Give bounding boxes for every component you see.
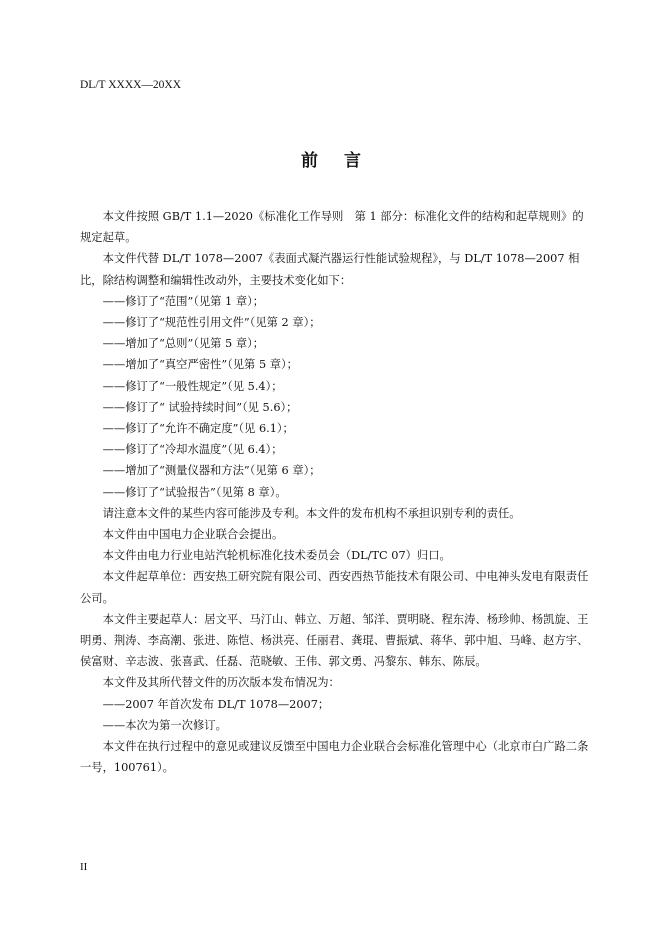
paragraph-drafters: 本文件主要起草人：居文平、马汀山、韩立、万超、邹洋、贾明晓、程东涛、杨珍帅、杨凯旋、王明勇、荆涛、李高潮、张进、陈恺、杨洪亮、任丽君、龚琨、曹振斌、蒋华、郭中旭、马峰、赵方宇、侯富财、辛志波、张喜武、任磊、范晓敏、王伟、郭文勇、冯黎东、韩东、陈辰。 <box>80 612 589 669</box>
paragraph-patent-notice: 请注意本文件的某些内容可能涉及专利。本文件的发布机构不承担识别专利的责任。 <box>102 506 521 520</box>
change-item: ——增加了“真空严密性”（见第 5 章）； <box>102 358 298 372</box>
paragraph-version-history: 本文件及其所代替文件的历次版本发布情况为： <box>102 676 340 690</box>
paragraph-replacement: 本文件代替 DL/T 1078—2007《表面式凝汽器运行性能试验规程》，与 DL/T 1078—2007 相比，除结构调整和编辑性改动外，主要技术变化如下： <box>80 252 580 287</box>
change-item: ——修订了“允许不确定度”（见 6.1）； <box>102 422 294 436</box>
change-item: ——修订了“范围”（见第 1 章）； <box>102 294 265 308</box>
change-item: ——增加了“总则”（见第 5 章）； <box>102 337 265 351</box>
change-item: ——修订了“ 试验持续时间”（见 5.6）； <box>102 400 298 414</box>
change-item: ——修订了“试验报告”（见第 8 章）。 <box>102 485 287 499</box>
paragraph-drafting-rules: 本文件按照 GB/T 1.1—2020《标准化工作导则 第 1 部分：标准化文件的结构和起草规则》的规定起草。 <box>80 210 584 245</box>
paragraph-feedback: 本文件在执行过程中的意见或建议反馈至中国电力企业联合会标准化管理中心（北京市白广路二条一号，100761）。 <box>80 740 589 775</box>
document-code-header: DL/T XXXX—20XX <box>80 79 182 91</box>
foreword-body <box>80 206 594 778</box>
paragraph-technical-committee: 本文件由电力行业电站汽轮机标准化技术委员会（DL/TC 07）归口。 <box>102 549 451 563</box>
version-item: ——本次为第一次修订。 <box>102 718 227 732</box>
version-item: ——2007 年首次发布 DL/T 1078—2007； <box>102 697 330 711</box>
paragraph-proposed-by: 本文件由中国电力企业联合会提出。 <box>102 528 284 542</box>
paragraph-drafting-units: 本文件起草单位：西安热工研究院有限公司、西安西热节能技术有限公司、中电神头发电有限责任公司。 <box>80 570 589 605</box>
change-item: ——修订了“一般性规定”（见 5.4）； <box>102 379 283 393</box>
change-item: ——增加了“测量仪器和方法”（见第 6 章）； <box>102 464 321 478</box>
page-number: II <box>80 861 88 873</box>
change-item: ——修订了“冷却水温度”（见 6.4）； <box>102 443 283 457</box>
change-item: ——修订了“规范性引用文件”（见第 2 章）； <box>102 316 321 330</box>
page-title: 前言 <box>301 151 387 171</box>
